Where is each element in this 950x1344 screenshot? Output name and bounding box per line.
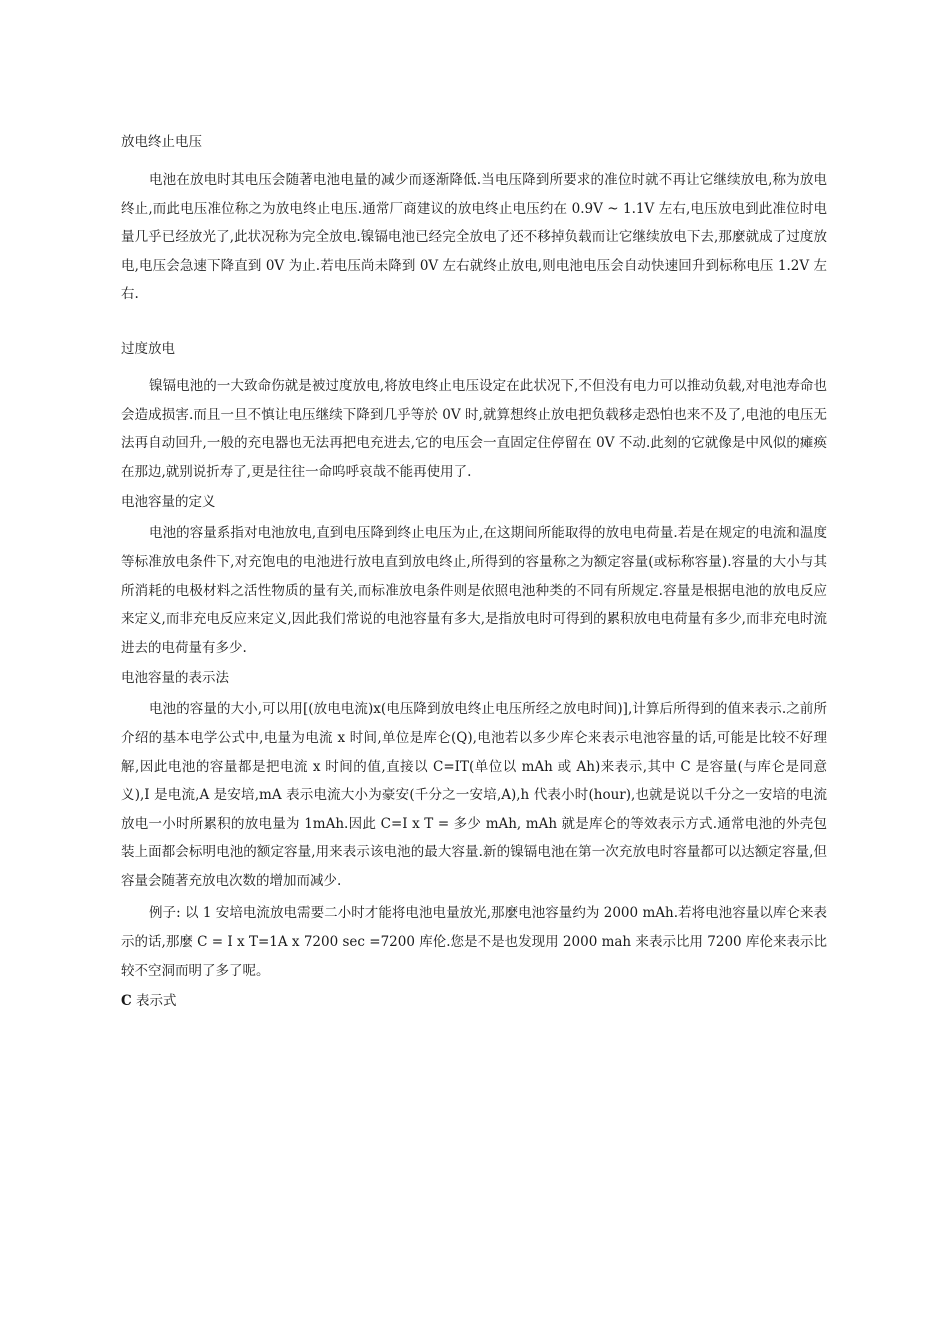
section-heading-capacity-definition: 电池容量的定义 <box>121 494 216 511</box>
heading-rest: 表示式 <box>131 993 177 1010</box>
paragraph-capacity-example: 例子: 以 1 安培电流放电需要二小时才能将电池电量放光,那麼电池容量约为 2000 mAh.若将电池容量以库仑来表示的话,那麼 C = I x T=1A x 7200 sec =7200 库伦.您是不是也发现用 2000 mah 来表示比用 7200 库伦来表示比较不空洞而明了多了呢。 <box>121 905 827 979</box>
section-heading-discharge-cutoff-voltage: 放电终止电压 <box>121 134 202 150</box>
section-heading-c-expression <box>121 987 827 1016</box>
paragraph-discharge-cutoff-voltage: 电池在放电时其电压会随著电池电量的减少而逐渐降低.当电压降到所要求的准位时就不再让它继续放电,称为放电终止,而此电压准位称之为放电终止电压.通常厂商建议的放电终止电压约在 0.9V ~ 1.1V 左右,电压放电到此准位时电量几乎已经放光了,此状况称为完全放电.镍镉电池已经完全放电了还不移掉负载而让它继续放电下去,那麼就成了过度放电,电压会急速下降直到 0V 为止.若电压尚未降到 0V 左右就终止放电,则电池电压会自动快速回升到标称电压 1.2V 左右. <box>121 172 827 303</box>
document-body <box>121 128 827 1016</box>
section-heading-capacity-notation: 电池容量的表示法 <box>121 670 229 687</box>
section-heading-over-discharge: 过度放电 <box>121 340 175 357</box>
paragraph-over-discharge: 镍镉电池的一大致命伤就是被过度放电,将放电终止电压设定在此状况下,不但没有电力可以推动负载,对电池寿命也会造成损害.而且一旦不慎让电压继续下降到几乎等於 0V 时,就算想终止放电把负载移走恐怕也来不及了,电池的电压无法再自动回升,一般的充电器也无法再把电充进去,它的电压会一直固定住停留在 0V 不动.此刻的它就像是中风似的瘫痪在那边,就别说折寿了,更是往往一命呜呼哀哉不能再使用了. <box>121 377 827 480</box>
paragraph-capacity-definition: 电池的容量系指对电池放电,直到电压降到终止电压为止,在这期间所能取得的放电电荷量.若是在规定的电流和温度等标准放电条件下,对充饱电的电池进行放电直到放电终止,所得到的容量称之为额定容量(或标称容量).容量的大小与其所消耗的电极材料之活性物质的量有关,而标准放电条件则是依照电池种类的不同有所规定.容量是根据电池的放电反应来定义,而非充电反应来定义,因此我们常说的电池容量有多大,是指放电时可得到的累积放电电荷量有多少,而非充电时流进去的电荷量有多少. <box>121 525 827 656</box>
heading-bold-c: C <box>121 993 132 1010</box>
paragraph-capacity-notation: 电池的容量的大小,可以用[(放电电流)x(电压降到放电终止电压所经之放电时间)],计算后所得到的值来表示.之前所介绍的基本电学公式中,电量为电流 x 时间,单位是库仑(Q),电池若以多少库仑来表示电池容量的话,可能是比较不好理解,因此电池的容量都是把电流 x 时间的值,直接以 C=IT(单位以 mAh 或 Ah)来表示,其中 C 是容量(与库仑是同意义),I 是电流,A 是安培,mA 表示电流大小为豪安(千分之一安培,A),h 代表小时(hour),也就是说以千分之一安培的电流放电一小时所累积的放电量为 1mAh.因此 C=I x T = 多少 mAh, mAh 就是库仑的等效表示方式.通常电池的外壳包装上面都会标明电池的额定容量,用来表示该电池的最大容量.新的镍镉电池在第一次充放电时容量都可以达额定容量,但容量会随著充放电次数的增加而减少. <box>121 701 827 889</box>
